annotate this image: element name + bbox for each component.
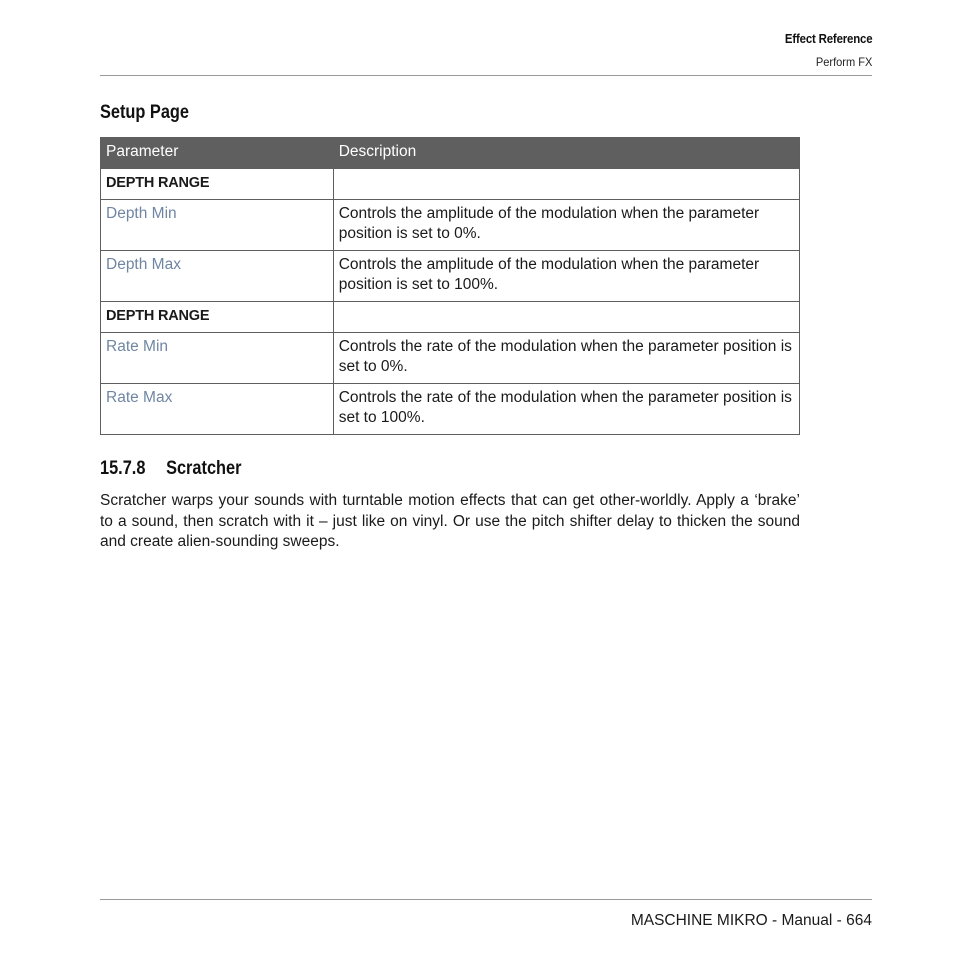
param-description: Controls the amplitude of the modulation when the parameter position is set to 0%. bbox=[333, 200, 799, 251]
group-label: DEPTH RANGE bbox=[101, 302, 334, 333]
scratcher-description: Scratcher warps your sounds with turntable motion effects that can get other-worldly. Apply a ‘brake’ to a sound, then scratch with it – just like on vinyl. Or use the pitch shifter delay to thicken the sound and create alien-sounding sweeps. bbox=[100, 492, 800, 550]
footer-divider bbox=[100, 899, 872, 900]
section-title: Scratcher bbox=[166, 458, 242, 479]
param-description: Controls the rate of the modulation when the parameter position is set to 0%. bbox=[333, 333, 799, 384]
param-link-depth-min[interactable]: Depth Min bbox=[101, 200, 334, 251]
group-description bbox=[333, 302, 799, 333]
table-group-row bbox=[101, 169, 800, 200]
column-header-description: Description bbox=[333, 138, 799, 169]
scratcher-heading bbox=[100, 458, 241, 480]
group-description bbox=[333, 169, 799, 200]
group-label: DEPTH RANGE bbox=[101, 169, 334, 200]
page-footer: MASCHINE MIKRO - Manual - 664 bbox=[630, 912, 872, 929]
table-group-row bbox=[101, 302, 800, 333]
table-row bbox=[101, 251, 800, 302]
table-row bbox=[101, 333, 800, 384]
table-row bbox=[101, 200, 800, 251]
running-header-title: Effect Reference bbox=[784, 31, 872, 46]
parameter-table bbox=[100, 137, 800, 435]
param-link-rate-max[interactable]: Rate Max bbox=[101, 384, 334, 435]
param-link-depth-max[interactable]: Depth Max bbox=[101, 251, 334, 302]
section-number: 15.7.8 bbox=[100, 458, 146, 479]
table-row bbox=[101, 384, 800, 435]
running-header-subtitle: Perform FX bbox=[815, 55, 872, 69]
param-description: Controls the amplitude of the modulation when the parameter position is set to 100%. bbox=[333, 251, 799, 302]
param-description: Controls the rate of the modulation when the parameter position is set to 100%. bbox=[333, 384, 799, 435]
setup-page-heading: Setup Page bbox=[100, 102, 189, 123]
column-header-parameter: Parameter bbox=[101, 138, 334, 169]
table-header-row bbox=[101, 138, 800, 169]
header-divider bbox=[100, 75, 872, 76]
param-link-rate-min[interactable]: Rate Min bbox=[101, 333, 334, 384]
